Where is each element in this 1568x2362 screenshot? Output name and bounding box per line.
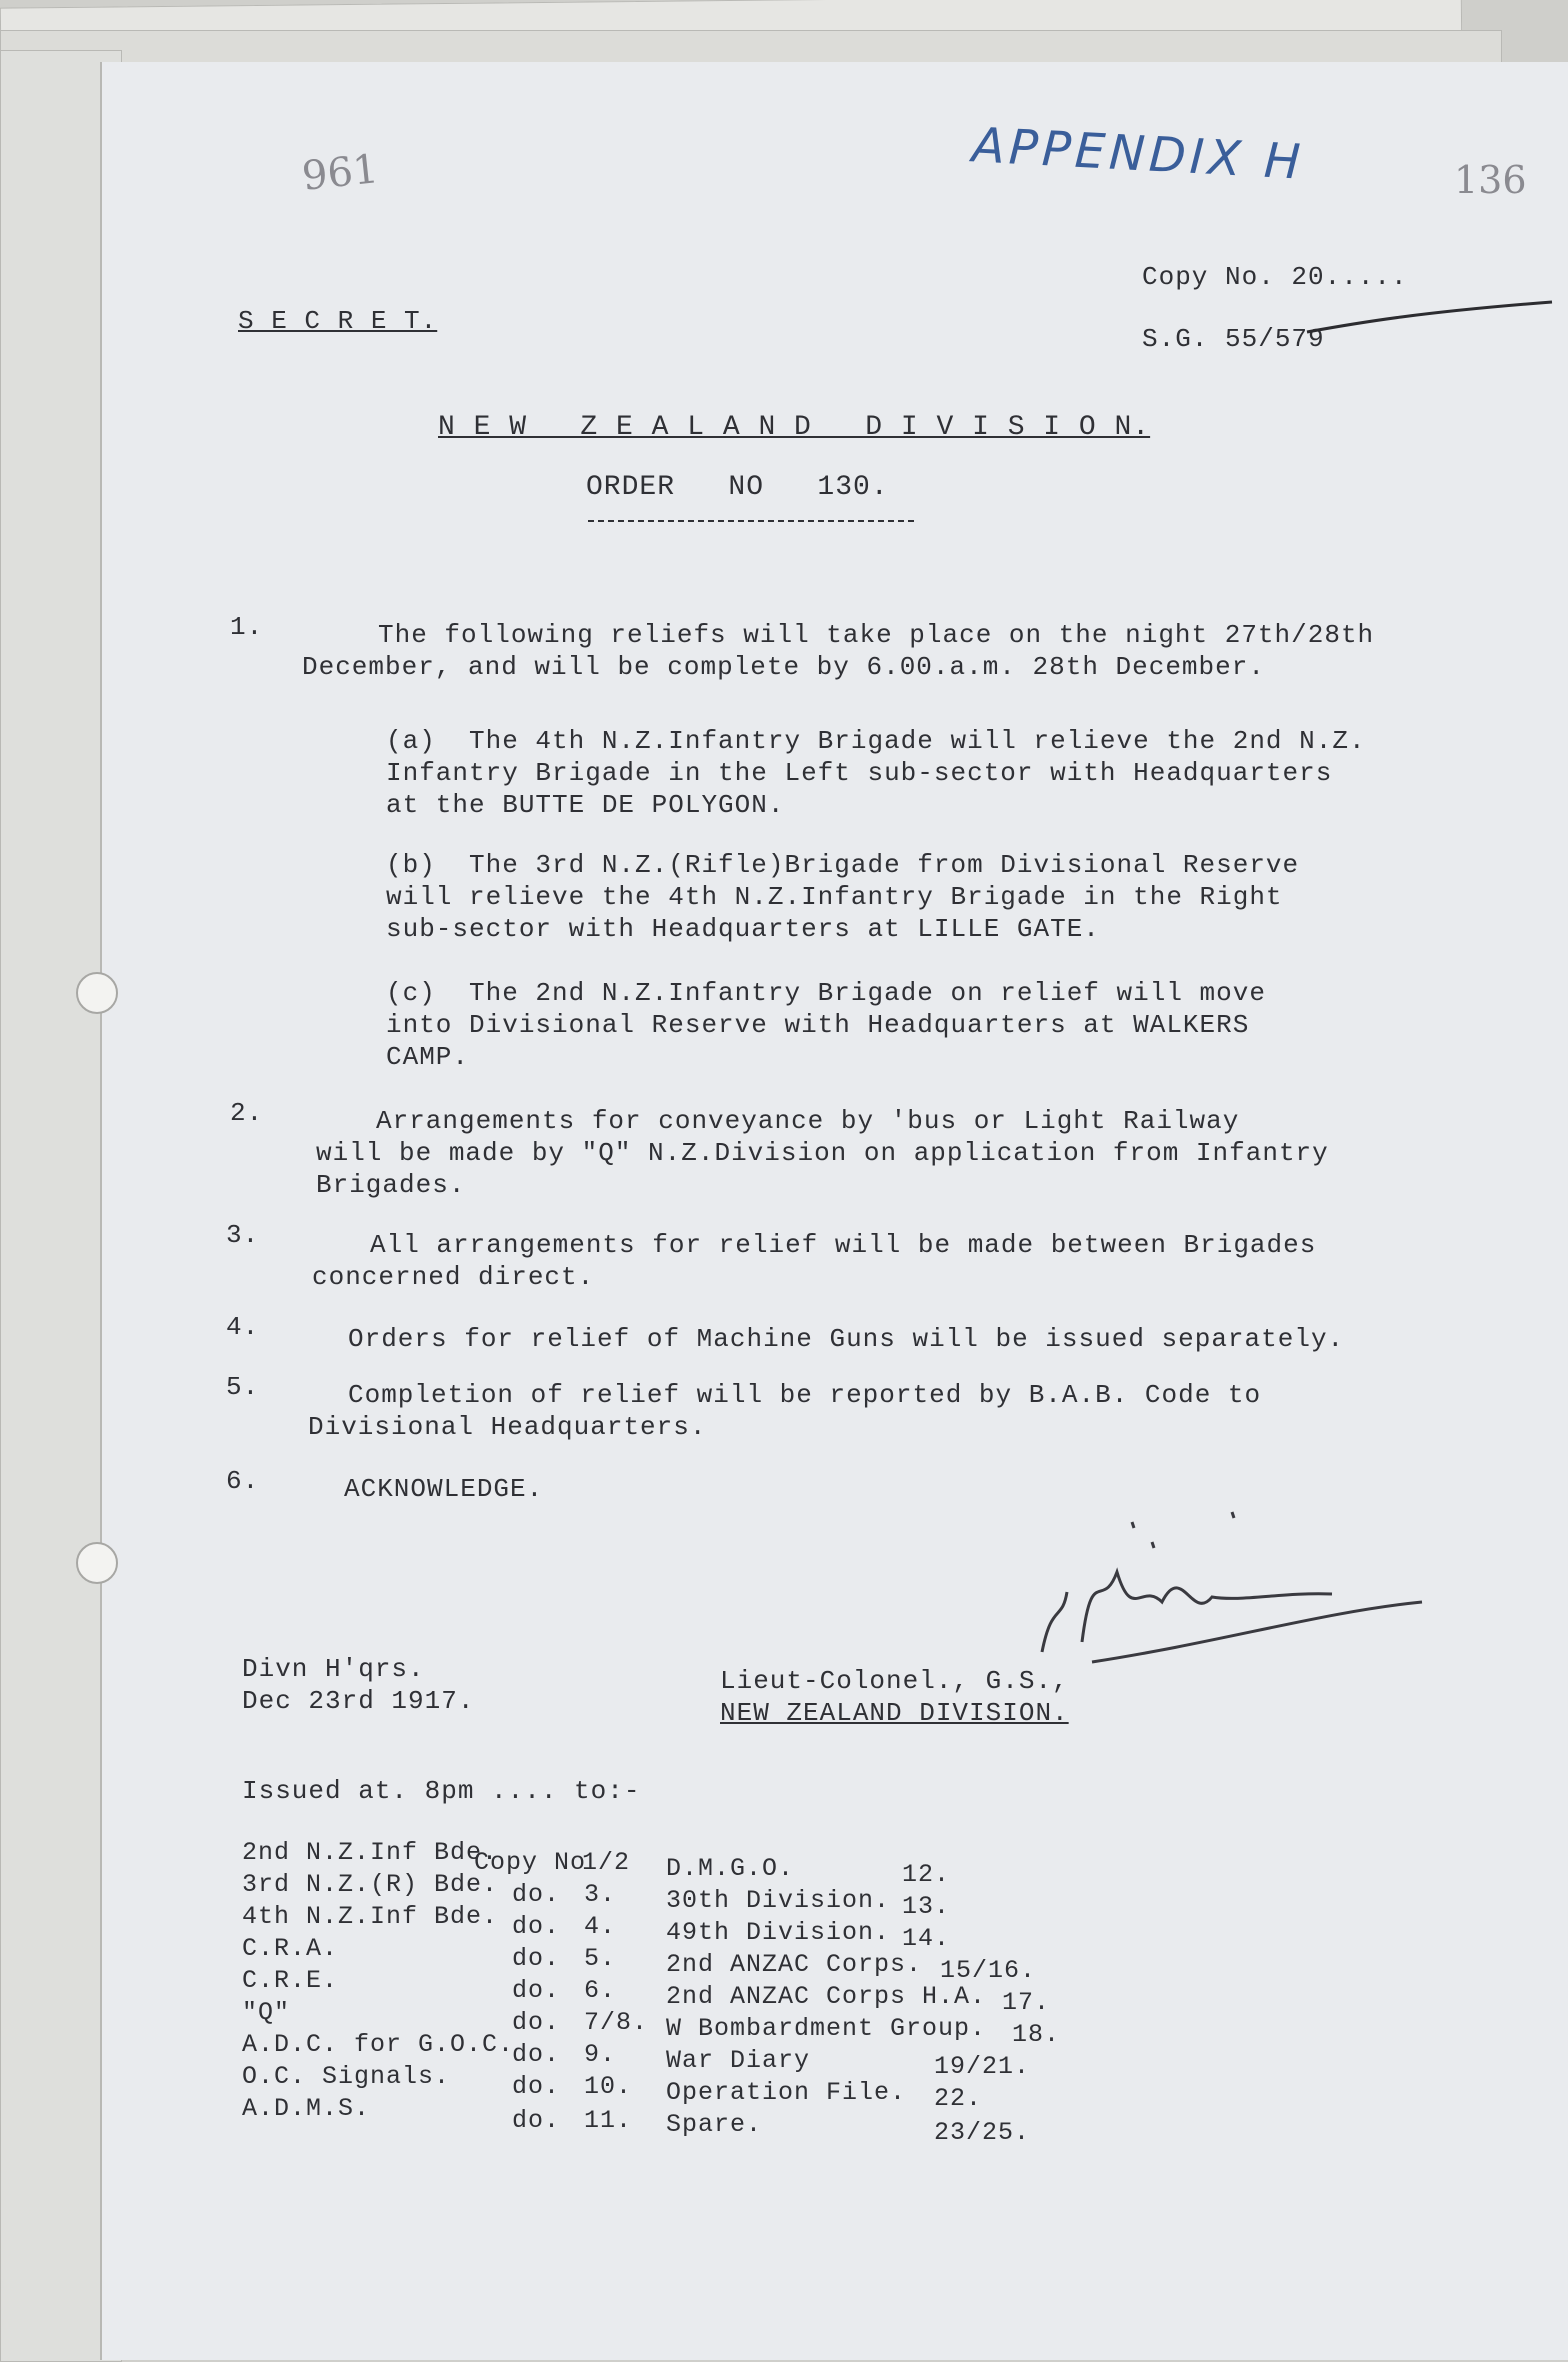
paragraph-number: 2. xyxy=(230,1098,264,1128)
copy-number: 18. xyxy=(1012,2020,1061,2049)
order-title: ORDER NO 130. xyxy=(586,472,889,503)
place-of-issue: Divn H'qrs. xyxy=(242,1654,425,1684)
copy-label: do. xyxy=(512,1976,561,2005)
recipient: O.C. Signals. xyxy=(242,2062,451,2091)
paragraph-text: concerned direct. xyxy=(312,1262,595,1292)
copy-label: do. xyxy=(512,2008,561,2037)
subparagraph-text: (a) The 4th N.Z.Infantry Brigade will relieve the 2nd N.Z. xyxy=(386,726,1366,756)
classification-secret: S E C R E T. xyxy=(238,306,438,336)
paragraph-text: All arrangements for relief will be made between Brigades xyxy=(370,1230,1317,1260)
copy-number: 19/21. xyxy=(934,2052,1031,2081)
punch-hole xyxy=(76,972,118,1014)
appendix-label: APPENDIX H xyxy=(970,117,1306,191)
copy-number: 17. xyxy=(1002,1988,1051,2017)
paragraph-number: 5. xyxy=(226,1372,260,1402)
copy-number: 12. xyxy=(902,1860,951,1889)
copy-number: 6. xyxy=(584,1976,617,2005)
recipient: C.R.E. xyxy=(242,1966,339,1995)
copy-number: 9. xyxy=(584,2040,617,2069)
copy-number: 14. xyxy=(902,1924,951,1953)
copy-number: 1/2 xyxy=(582,1848,631,1877)
subparagraph-text: CAMP. xyxy=(386,1042,470,1072)
subparagraph-text: Infantry Brigade in the Left sub-sector with Headquarters xyxy=(386,758,1333,788)
reference-pen-stroke xyxy=(1302,292,1568,352)
folio-number-left: 961 xyxy=(299,146,381,200)
copy-number: 11. xyxy=(584,2106,633,2135)
order-title-underline xyxy=(588,520,914,522)
subparagraph-text: (b) The 3rd N.Z.(Rifle)Brigade from Divisional Reserve xyxy=(386,850,1300,880)
copy-number: Copy No. 20..... xyxy=(1142,262,1408,292)
issued-at: Issued at. 8pm .... to:- xyxy=(242,1776,641,1806)
copy-number: 13. xyxy=(902,1892,951,1921)
document-sheet xyxy=(100,62,1568,2360)
recipient: A.D.C. for G.O.C. xyxy=(242,2030,515,2059)
copy-label: do. xyxy=(512,1880,561,1909)
copy-label: do. xyxy=(512,2072,561,2101)
subparagraph-text: at the BUTTE DE POLYGON. xyxy=(386,790,785,820)
copy-label: do. xyxy=(512,1912,561,1941)
paragraph-text: Divisional Headquarters. xyxy=(308,1412,707,1442)
paragraph-text: Orders for relief of Machine Guns will be issued separately. xyxy=(348,1324,1345,1354)
recipient: 2nd N.Z.Inf Bde. xyxy=(242,1838,499,1867)
recipient: 2nd ANZAC Corps. xyxy=(666,1950,923,1979)
recipient: 2nd ANZAC Corps H.A. xyxy=(666,1982,987,2011)
subparagraph-text: (c) The 2nd N.Z.Infantry Brigade on relief will move xyxy=(386,978,1266,1008)
recipient: War Diary xyxy=(666,2046,811,2075)
copy-label: do. xyxy=(512,2040,561,2069)
signature-title: Lieut-Colonel., G.S., xyxy=(720,1666,1069,1696)
division-title: N E W Z E A L A N D D I V I S I O N. xyxy=(438,412,1151,443)
paragraph-text: Brigades. xyxy=(316,1170,466,1200)
paragraph-text: The following reliefs will take place on the night 27th/28th xyxy=(378,620,1375,650)
subparagraph-text: into Divisional Reserve with Headquarters at WALKERS xyxy=(386,1010,1250,1040)
paragraph-text: December, and will be complete by 6.00.a.m. 28th December. xyxy=(302,652,1265,682)
folio-number-right: 136 xyxy=(1454,158,1527,202)
reference-number: S.G. 55/579 xyxy=(1142,324,1325,354)
copy-number: 7/8. xyxy=(584,2008,649,2037)
paragraph-text: Completion of relief will be reported by B.A.B. Code to xyxy=(348,1380,1262,1410)
paragraph-number: 1. xyxy=(230,612,264,642)
recipient: D.M.G.O. xyxy=(666,1854,795,1883)
copy-label: Copy No xyxy=(474,1848,587,1877)
paragraph-number: 4. xyxy=(226,1312,260,1342)
copy-number: 22. xyxy=(934,2084,983,2113)
copy-number: 10. xyxy=(584,2072,633,2101)
signature-scrawl xyxy=(1022,1502,1442,1682)
recipient: 3rd N.Z.(R) Bde. xyxy=(242,1870,499,1899)
recipient: "Q" xyxy=(242,1998,291,2027)
paragraph-text: ACKNOWLEDGE. xyxy=(344,1474,544,1504)
paragraph-text: will be made by "Q" N.Z.Division on application from Infantry xyxy=(316,1138,1329,1168)
recipient: W Bombardment Group. xyxy=(666,2014,987,2043)
recipient: 30th Division. xyxy=(666,1886,891,1915)
subparagraph-text: sub-sector with Headquarters at LILLE GATE. xyxy=(386,914,1100,944)
recipient: Spare. xyxy=(666,2110,763,2139)
recipient: Operation File. xyxy=(666,2078,907,2107)
copy-number: 15/16. xyxy=(940,1956,1037,1985)
subparagraph-text: will relieve the 4th N.Z.Infantry Brigade in the Right xyxy=(386,882,1283,912)
copy-number: 3. xyxy=(584,1880,617,1909)
paragraph-number: 3. xyxy=(226,1220,260,1250)
recipient: 49th Division. xyxy=(666,1918,891,1947)
copy-label: do. xyxy=(512,2106,561,2135)
signature-unit: NEW ZEALAND DIVISION. xyxy=(720,1698,1069,1728)
copy-label: do. xyxy=(512,1944,561,1973)
copy-number: 4. xyxy=(584,1912,617,1941)
recipient: A.D.M.S. xyxy=(242,2094,371,2123)
paragraph-text: Arrangements for conveyance by 'bus or Light Railway xyxy=(376,1106,1240,1136)
punch-hole xyxy=(76,1542,118,1584)
copy-number: 23/25. xyxy=(934,2118,1031,2147)
recipient: C.R.A. xyxy=(242,1934,339,1963)
paragraph-number: 6. xyxy=(226,1466,260,1496)
recipient: 4th N.Z.Inf Bde. xyxy=(242,1902,499,1931)
copy-number: 5. xyxy=(584,1944,617,1973)
date-of-issue: Dec 23rd 1917. xyxy=(242,1686,475,1716)
